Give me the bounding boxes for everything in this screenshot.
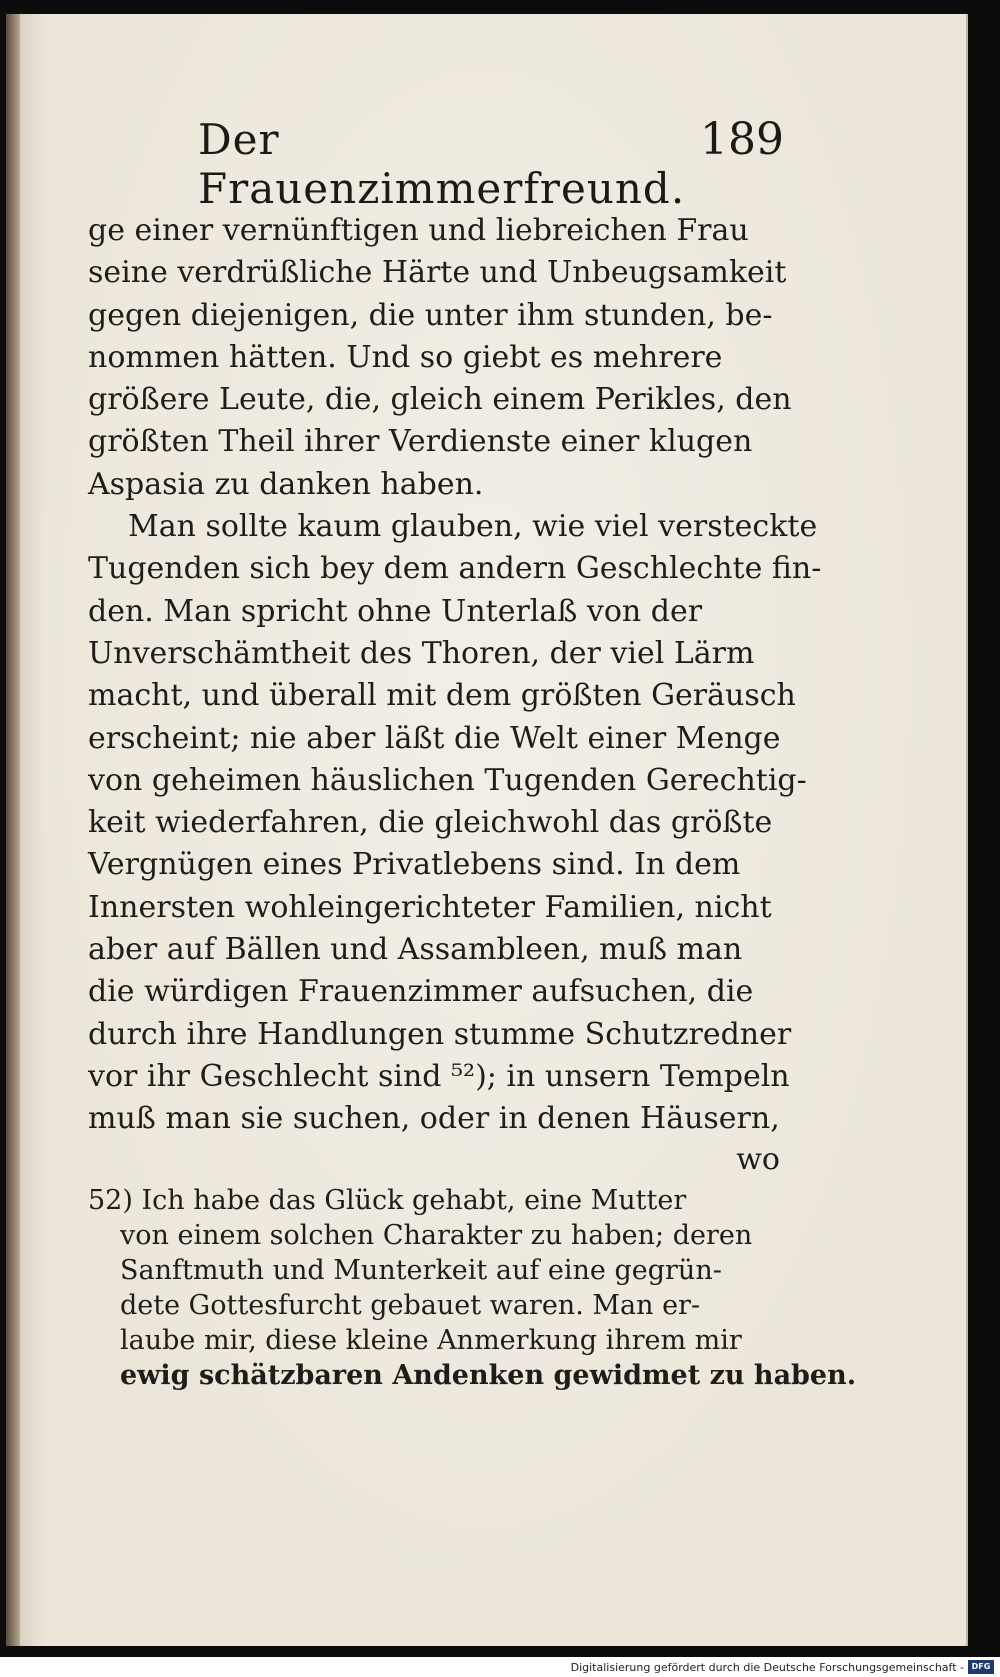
page-content [88, 114, 857, 1393]
footnote [88, 1183, 857, 1393]
book-page [6, 14, 968, 1646]
catchword: wo [736, 1141, 780, 1177]
text-line: von geheimen häuslichen Tugenden Gerechtig- [88, 762, 807, 798]
text-line: Aspasia zu danken haben. [88, 466, 484, 502]
catchword-row [88, 1141, 788, 1179]
body-text [88, 210, 822, 1141]
page-header [88, 114, 788, 213]
text-line: Vergnügen eines Privatlebens sind. In dem [88, 847, 741, 883]
text-line: ge einer vernünftigen und liebreichen Frau [88, 213, 749, 248]
text-line: keit wiederfahren, die gleichwohl das größte [88, 805, 773, 841]
footnote-line: 52) Ich habe das Glück gehabt, eine Mutter [88, 1184, 687, 1216]
text-line: gegen diejenigen, die unter ihm stunden, be- [88, 297, 773, 333]
text-line: Man sollte kaum glauben, wie viel versteckte [128, 509, 818, 545]
funding-credit: Digitalisierung gefördert durch die Deutsche Forschungsgemeinschaft - [570, 1660, 964, 1674]
text-line: muß man sie suchen, oder in denen Häusern, [88, 1101, 780, 1137]
text-line: aber auf Bällen und Assambleen, muß man [88, 932, 743, 968]
footnote-line: Sanftmuth und Munterkeit auf eine gegrün- [120, 1254, 722, 1286]
footnote-line: ewig schätzbaren Andenken gewidmet zu haben. [120, 1359, 857, 1391]
text-line: größere Leute, die, gleich einem Perikles, den [88, 382, 792, 418]
footnote-line: laube mir, diese kleine Anmerkung ihrem mir [120, 1324, 742, 1356]
text-line: erscheint; nie aber läßt die Welt einer Menge [88, 720, 781, 756]
text-line: Innersten wohleingerichteter Familien, nicht [88, 889, 772, 925]
text-line: die würdigen Frauenzimmer aufsuchen, die [88, 974, 754, 1010]
text-line: den. Man spricht ohne Unterlaß von der [88, 593, 703, 629]
footnote-line: dete Gottesfurcht gebauet waren. Man er- [120, 1289, 701, 1321]
text-line: durch ihre Handlungen stumme Schutzredner [88, 1016, 792, 1052]
text-line: größten Theil ihrer Verdienste einer klugen [88, 424, 753, 460]
dfg-logo: DFG [968, 1660, 994, 1674]
text-line: vor ihr Geschlecht sind ⁵²); in unsern Tempeln [88, 1058, 790, 1094]
page-number: 189 [700, 114, 784, 165]
text-line: Unverschämtheit des Thoren, der viel Lärm [88, 635, 755, 671]
text-line: Tugenden sich bey dem andern Geschlechte fin- [88, 551, 822, 587]
running-head: Der Frauenzimmerfreund. [198, 115, 686, 213]
page-gutter-shadow [6, 14, 20, 1646]
footnote-line: von einem solchen Charakter zu haben; deren [120, 1219, 753, 1251]
text-line: seine verdrüßliche Härte und Unbeugsamkeit [88, 255, 787, 291]
text-line: nommen hätten. Und so giebt es mehrere [88, 339, 723, 375]
footer-bar [0, 1657, 1000, 1677]
text-line: macht, und überall mit dem größten Geräusch [88, 678, 796, 714]
